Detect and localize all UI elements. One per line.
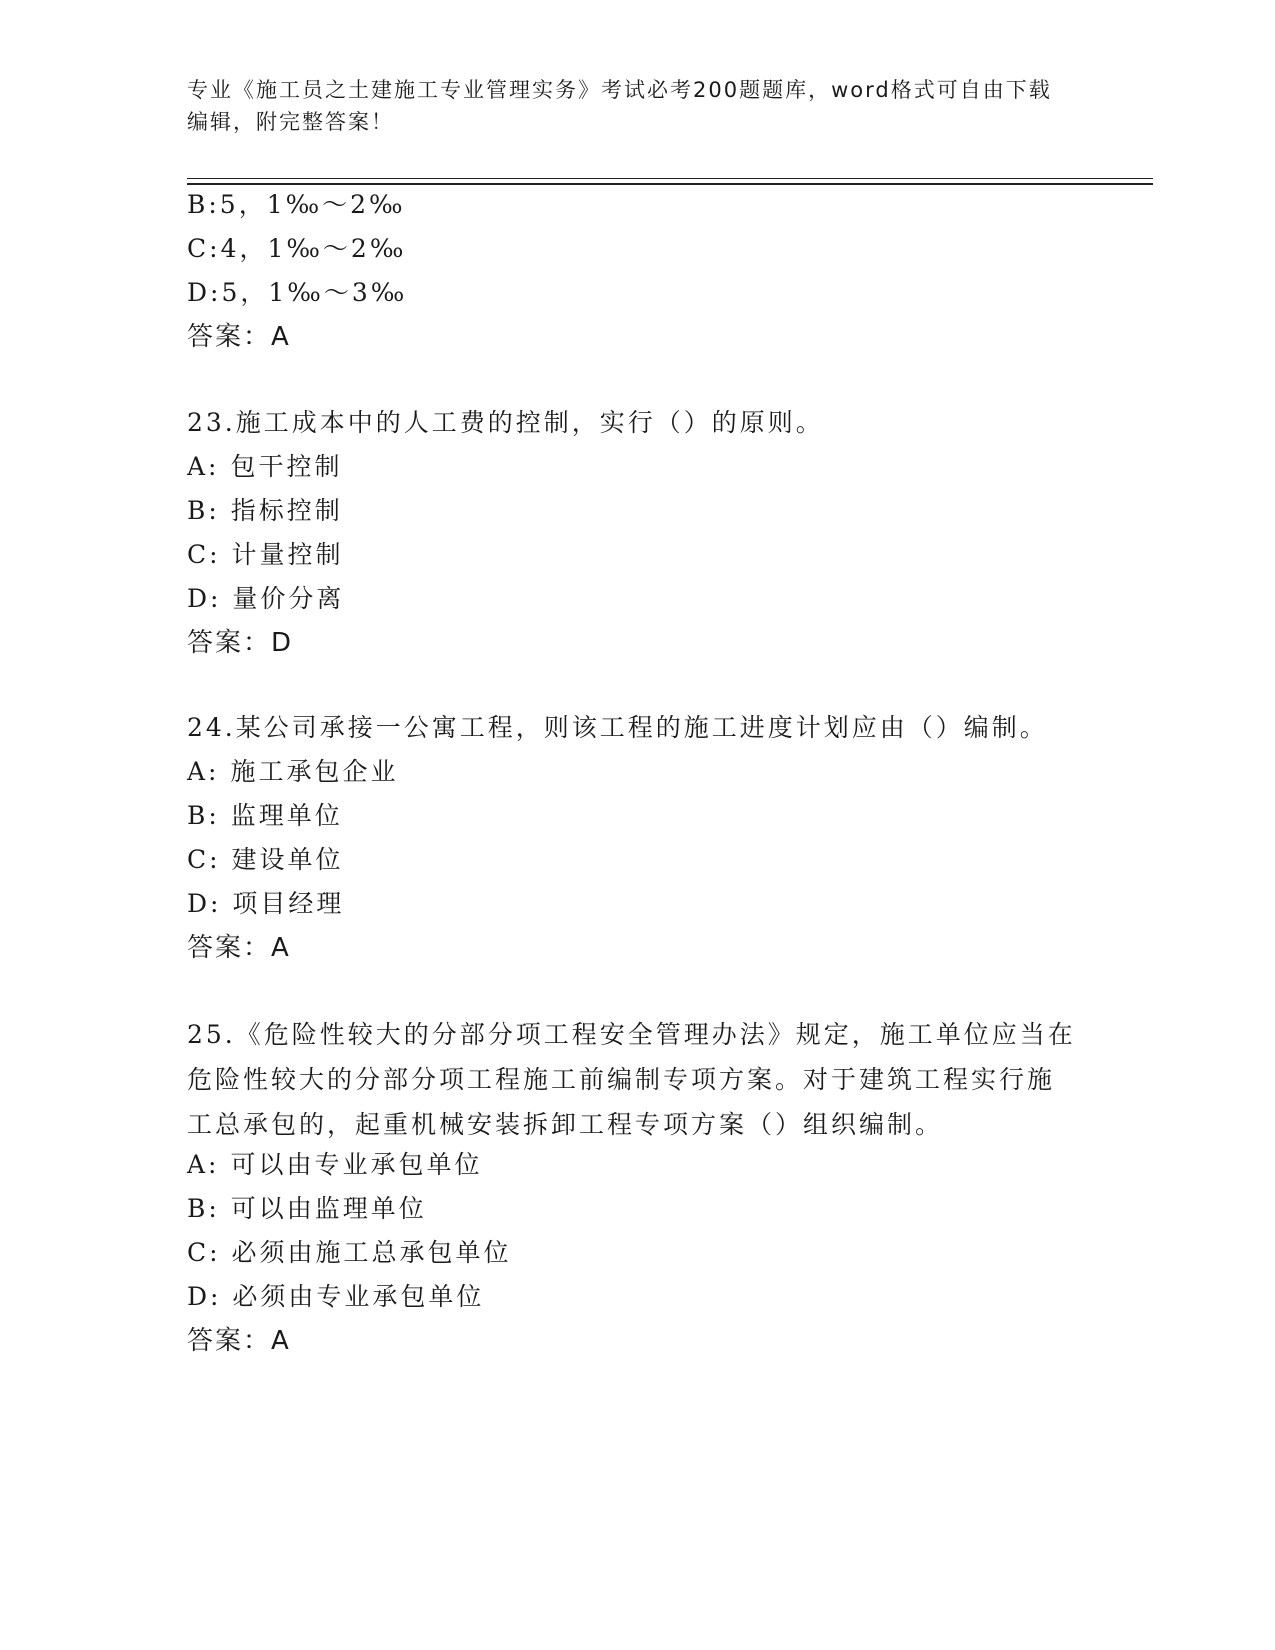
option-text: 5，1‰～2‰ xyxy=(219,190,406,219)
option-d xyxy=(187,584,1087,614)
option-text: 建设单位 xyxy=(231,845,344,874)
option-a xyxy=(187,757,1087,787)
option-text: 项目经理 xyxy=(232,889,345,918)
option-b xyxy=(187,496,1087,526)
option-letter: B: xyxy=(187,496,220,525)
option-letter: A: xyxy=(187,1150,220,1179)
option-c xyxy=(187,540,1087,570)
option-b xyxy=(187,1194,1087,1224)
option-text: 指标控制 xyxy=(230,496,343,525)
option-d xyxy=(187,278,1087,308)
option-letter: C: xyxy=(187,234,221,263)
option-letter: A: xyxy=(187,757,220,786)
option-c xyxy=(187,1238,1087,1268)
option-d xyxy=(187,889,1087,919)
option-letter: D: xyxy=(187,584,222,613)
answer-line: 答案：D xyxy=(187,628,294,658)
option-letter: C: xyxy=(187,845,221,874)
option-text: 包干控制 xyxy=(230,452,343,481)
option-letter: B: xyxy=(187,190,220,219)
option-letter: B: xyxy=(187,801,220,830)
option-text: 量价分离 xyxy=(232,584,345,613)
option-text: 可以由专业承包单位 xyxy=(230,1150,483,1179)
option-text: 5，1‰～3‰ xyxy=(221,278,408,307)
option-c xyxy=(187,234,1087,264)
document-header: 专业《施工员之土建施工专业管理实务》考试必考200题题库，word格式可自由下载编辑，附完整答案！ xyxy=(187,78,1052,134)
question-stem: 24.某公司承接一公寓工程，则该工程的施工进度计划应由（）编制。 xyxy=(187,713,1048,742)
answer-line: 答案：A xyxy=(187,322,291,352)
option-letter: A: xyxy=(187,452,220,481)
answer-line: 答案：A xyxy=(187,1326,291,1356)
option-letter: D: xyxy=(187,278,222,307)
option-text: 施工承包企业 xyxy=(230,757,399,786)
question-stem: 23.施工成本中的人工费的控制，实行（）的原则。 xyxy=(187,408,824,437)
option-letter: D: xyxy=(187,889,222,918)
option-letter: B: xyxy=(187,1194,220,1223)
option-letter: C: xyxy=(187,1238,221,1267)
option-text: 必须由专业承包单位 xyxy=(232,1282,485,1311)
question-stem: 25.《危险性较大的分部分项工程安全管理办法》规定，施工单位应当在危险性较大的分部分项工程施工前编制专项方案。对于建筑工程实行施工总承包的，起重机械安装拆卸工程专项方案（）组织编制。 xyxy=(187,1020,1076,1139)
option-c xyxy=(187,845,1087,875)
option-letter: D: xyxy=(187,1282,222,1311)
option-d xyxy=(187,1282,1087,1312)
option-letter: C: xyxy=(187,540,221,569)
option-a xyxy=(187,452,1087,482)
header-rule-thick xyxy=(187,183,1153,185)
option-text: 计量控制 xyxy=(231,540,344,569)
option-text: 可以由监理单位 xyxy=(230,1194,427,1223)
header-rule-thin xyxy=(187,178,1153,179)
option-text: 必须由施工总承包单位 xyxy=(231,1238,512,1267)
option-a xyxy=(187,1150,1087,1180)
option-text: 监理单位 xyxy=(230,801,343,830)
option-text: 4，1‰～2‰ xyxy=(220,234,407,263)
answer-line: 答案：A xyxy=(187,933,291,963)
option-b xyxy=(187,190,1087,220)
option-b xyxy=(187,801,1087,831)
